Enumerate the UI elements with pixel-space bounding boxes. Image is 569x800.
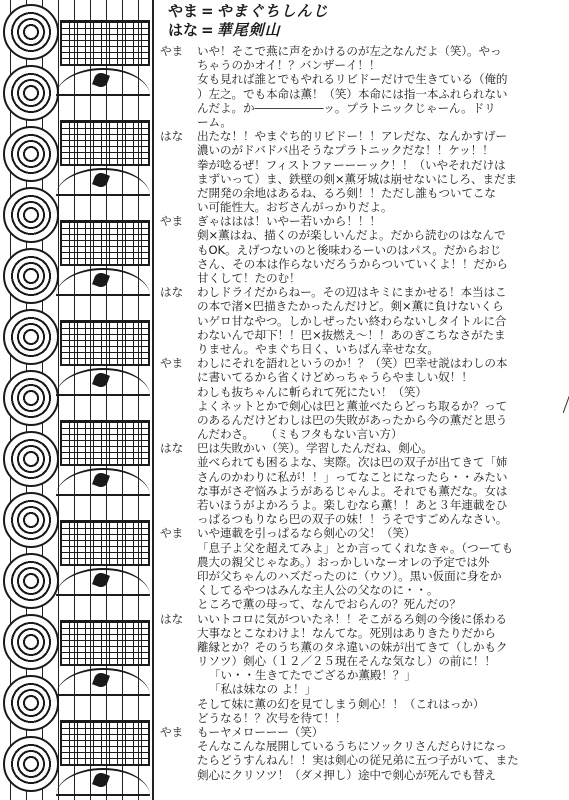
ornament-medallion bbox=[3, 248, 59, 304]
line-text: どうなる！？次号を待て！！ bbox=[197, 710, 347, 725]
ornament-medallion bbox=[3, 370, 59, 426]
legend-eq: = bbox=[201, 21, 214, 39]
dialogue-line bbox=[160, 569, 560, 583]
speaker-label: はな bbox=[160, 285, 184, 300]
ornament-fret bbox=[60, 220, 150, 266]
line-text: 「い・・生きてたでござるか薫殿！？」 bbox=[209, 668, 416, 683]
dialogue-line bbox=[160, 87, 560, 101]
ornament-medallion bbox=[3, 126, 59, 182]
dialogue-line bbox=[160, 356, 560, 370]
line-text: ）左之。でも本命は薫！（笑）本命には指一本ふれられない bbox=[197, 86, 508, 101]
line-text: わしにそれを語れというのか！？（笑）巴幸せ説はわしの本 bbox=[197, 356, 508, 371]
line-text: だ開発の余地はあるね、るろ剣！！ただし誰もついてこな bbox=[197, 185, 496, 200]
speaker-label: やま bbox=[160, 526, 184, 541]
line-text: くしてるやつはみんな主人公の父なのに・・。 bbox=[197, 583, 439, 598]
ornament-vine bbox=[56, 268, 150, 296]
legend-hana-short: はな bbox=[168, 21, 199, 39]
dialogue-line bbox=[160, 640, 560, 654]
dialogue-line bbox=[160, 427, 560, 441]
line-text: まずいって）ま、鉄壁の剣×薫牙城は崩せないにしろ、まだま bbox=[197, 171, 517, 186]
line-text: りません。やまぐち日く、いちばん幸せな女。 bbox=[197, 341, 439, 356]
line-text: リソツ）剣心（１２／２５現在そんな気なし）の前に！！ bbox=[197, 654, 496, 669]
dialogue-line bbox=[160, 101, 560, 115]
dialogue-line bbox=[160, 470, 560, 484]
dialogue-line bbox=[160, 484, 560, 498]
line-text: 出たな！！やまぐち的リビドー！！アレだな、なんかすげー bbox=[197, 129, 507, 144]
line-text: んだわさ。 （ミもフタもない言い方） bbox=[197, 427, 403, 442]
line-text: いいトコロに気がついたネ！！そこがるろ剣の今後に係わる bbox=[197, 611, 507, 626]
speaker-label: はな bbox=[160, 129, 184, 144]
speaker-label: やま bbox=[160, 214, 184, 229]
dialogue-line bbox=[160, 753, 560, 767]
line-text: さん、その本は作らないだろうからついていくよ！！だから bbox=[197, 256, 508, 271]
dialogue-line bbox=[160, 285, 560, 299]
ornament-medallion bbox=[3, 65, 59, 121]
line-text: いや！そこで燕に声をかけるのが左之なんだよ（笑）。やっ bbox=[197, 44, 502, 58]
ornament-medallion bbox=[3, 187, 59, 243]
ornament-vine bbox=[56, 568, 150, 596]
ornament-vine bbox=[56, 468, 150, 496]
dialogue-line bbox=[160, 711, 560, 725]
line-text: もOK。えげつないのと後味わるーいのはパス。だからおじ bbox=[197, 242, 502, 257]
line-text: 農大の親父じゃなあ。）おっかしいなーオレの予定では外 bbox=[197, 554, 490, 569]
ornament-vine bbox=[56, 168, 150, 196]
ornament-fret bbox=[60, 520, 150, 566]
legend-hana bbox=[168, 20, 281, 40]
line-text: のあるんだけどわしは巴の失敗があったから今の薫だと思う bbox=[197, 412, 508, 427]
ornament-fret bbox=[60, 320, 150, 366]
ornament-medallion bbox=[3, 4, 59, 60]
dialogue-line bbox=[160, 58, 560, 72]
ornament-medallion bbox=[3, 736, 59, 792]
ornament-vine bbox=[56, 768, 150, 796]
ornament-fret bbox=[60, 20, 150, 66]
line-text: 濃いのがドバドバ出そうなプラトニックだな！！ケッ！！ bbox=[197, 143, 494, 158]
legend-eq: = bbox=[201, 2, 214, 20]
dialogue-line bbox=[160, 370, 560, 384]
ornament-fret bbox=[60, 420, 150, 466]
ornament-medallion bbox=[3, 309, 59, 365]
dialogue-text bbox=[160, 44, 560, 782]
ornament-medallion bbox=[3, 431, 59, 487]
line-text: 甘くして！たのむ！ bbox=[197, 271, 301, 285]
speaker-label: はな bbox=[160, 611, 184, 626]
dialogue-line bbox=[160, 129, 560, 143]
ornament-medallion bbox=[3, 553, 59, 609]
dialogue-line bbox=[160, 257, 560, 271]
line-text: 「息子よ父を超えてみよ」とか言ってくれなきゃ。（つーても bbox=[197, 540, 514, 555]
dialogue-line bbox=[160, 299, 560, 313]
line-text: 剣×薫はね、描くのが楽しいんだよ。だから読むのはなんで bbox=[197, 228, 506, 243]
speaker-label: やま bbox=[160, 356, 184, 371]
dialogue-line bbox=[160, 385, 560, 399]
dialogue-line bbox=[160, 626, 560, 640]
dialogue-line bbox=[160, 612, 560, 626]
dialogue-line bbox=[160, 768, 560, 782]
ornament-medallion bbox=[3, 614, 59, 670]
line-text: ところで薫の母って、なんでおらんの？死んだの？ bbox=[197, 597, 462, 612]
ornament-fret bbox=[60, 120, 150, 166]
dialogue-line bbox=[160, 72, 560, 86]
dialogue-line bbox=[160, 555, 560, 569]
ornament-vine bbox=[56, 668, 150, 696]
legend-yama bbox=[168, 1, 329, 21]
line-text: んだよ。か――――――ッ。プラトニックじゃーん。ドリ bbox=[197, 100, 496, 115]
speaker-legend bbox=[168, 0, 548, 42]
line-text: 剣心にクリソツ！（ダメ押し）途中で剣心が死んでも替え bbox=[197, 767, 496, 782]
line-text: わないんで却下！！巴×抜燃え～！！あのぎこちなさがたま bbox=[197, 327, 506, 342]
dialogue-line bbox=[160, 441, 560, 455]
line-text: たらどうすんねん！！実は剣心の従兄弟に五つ子がいて、また bbox=[197, 753, 519, 768]
line-text: いや連載を引っぱるなら剣心の父！（笑） bbox=[197, 526, 416, 541]
dialogue-line bbox=[160, 583, 560, 597]
dialogue-line bbox=[160, 228, 560, 242]
dialogue-line bbox=[160, 271, 560, 285]
dialogue-line bbox=[160, 654, 560, 668]
dialogue-line bbox=[160, 541, 560, 555]
dialogue-line bbox=[160, 682, 560, 696]
decorative-border bbox=[0, 0, 154, 800]
dialogue-line bbox=[160, 172, 560, 186]
dialogue-line bbox=[160, 44, 560, 58]
dialogue-line bbox=[160, 115, 560, 129]
line-text: よくネットとかで剣心は巴と薫並べたらどっち取るか？って bbox=[197, 398, 508, 413]
ornament-vine bbox=[56, 368, 150, 396]
line-text: わしドライだからねー。その辺はキミにまかせる！本当はこ bbox=[197, 285, 507, 300]
dialogue-line bbox=[160, 314, 560, 328]
dialogue-line bbox=[160, 725, 560, 739]
speaker-label: はな bbox=[160, 441, 184, 456]
dialogue-line bbox=[160, 328, 560, 342]
line-text: ちゃうのかオイ！？バンザーイ！！ bbox=[197, 58, 381, 73]
dialogue-line bbox=[160, 455, 560, 469]
line-text: ーム。 bbox=[197, 114, 232, 129]
dialogue-line bbox=[160, 597, 560, 611]
line-text: そして妹に薫の幻を見てしまう剣心！！（これはっか） bbox=[197, 696, 485, 711]
legend-hana-full: 華尾剣山 bbox=[216, 21, 281, 39]
dialogue-line bbox=[160, 243, 560, 257]
line-text: 離縁とか？そのうち薫のタネ違いの妹が出てきて（しかもク bbox=[197, 639, 508, 654]
line-text: の本で渚×巴描きたかったんだけど。剣×薫に負けないくら bbox=[197, 299, 504, 314]
line-text: 大事なとこなわけよ！なんてな。死別はありきたりだから bbox=[197, 625, 496, 640]
line-text: 巴は失敗かい（笑）。学習したんだね、剣心。 bbox=[197, 441, 433, 456]
ornament-fret bbox=[60, 620, 150, 666]
dialogue-line bbox=[160, 399, 560, 413]
line-text: な事がさぞ悩みようがあるじゃんよ。それでも薫だな。女は bbox=[197, 483, 508, 498]
dialogue-line bbox=[160, 739, 560, 753]
ornament-fret bbox=[60, 720, 150, 766]
line-text: 並べられても困るよな、実際。次は巴の双子が出てきて「姉 bbox=[197, 455, 508, 470]
dialogue-line bbox=[160, 342, 560, 356]
dialogue-line bbox=[160, 143, 560, 157]
dialogue-line bbox=[160, 413, 560, 427]
dialogue-line bbox=[160, 186, 560, 200]
line-text: 若いほうがよかろうよ。楽しむなら薫！！あと３年連載をひ bbox=[197, 498, 508, 512]
line-text: いゲロ甘なやつ。しかしぜったい終わらないしタイトルに合 bbox=[197, 313, 507, 328]
line-text: 拳が唸るぜ！フィストファーーーック！！（いやそれだけは bbox=[197, 157, 506, 172]
line-text: さんのかわりに私が！！」ってなことになったら・・みたい bbox=[197, 469, 508, 484]
ornament-vine bbox=[56, 68, 150, 96]
dialogue-line bbox=[160, 526, 560, 540]
line-text: に書いてるから省くけどめっちゃうらやましい奴！！ bbox=[197, 370, 473, 385]
dialogue-line bbox=[160, 214, 560, 228]
dialogue-line bbox=[160, 668, 560, 682]
legend-yama-short: やま bbox=[168, 2, 199, 20]
speaker-label: やま bbox=[160, 725, 184, 739]
line-text: 女も見れば誰とでもやれるリビドーだけで生きている（俺的 bbox=[197, 72, 508, 87]
line-text: 「私は妹なの よ！」 bbox=[209, 682, 317, 697]
line-text: い可能性大。おぢさんがっかりだよ。 bbox=[197, 200, 393, 215]
line-text: ぎゃははは！いやー若いから！！！ bbox=[197, 214, 381, 229]
legend-yama-full: やまぐちしんじ bbox=[216, 2, 329, 20]
dialogue-line bbox=[160, 498, 560, 512]
ornament-medallion bbox=[3, 675, 59, 731]
line-text: わしも抜ちゃんに斬られて死にたい！（笑） bbox=[197, 384, 427, 399]
ornament-medallion bbox=[3, 492, 59, 548]
line-text: そんなこんな展開しているうちにソックリさんだらけになっ bbox=[197, 739, 507, 754]
dialogue-line bbox=[160, 158, 560, 172]
dialogue-line bbox=[160, 200, 560, 214]
line-text: っぱるつもりなら巴の双子の妹！！うそですごめんなさい。 bbox=[197, 512, 508, 527]
speaker-label: やま bbox=[160, 44, 184, 58]
line-text: もーヤメローーー（笑） bbox=[197, 725, 324, 739]
dialogue-line bbox=[160, 697, 560, 711]
line-text: 印が父ちゃんのハズだったのに（ウソ）。黒い仮面に身をか bbox=[197, 568, 502, 583]
dialogue-line bbox=[160, 512, 560, 526]
